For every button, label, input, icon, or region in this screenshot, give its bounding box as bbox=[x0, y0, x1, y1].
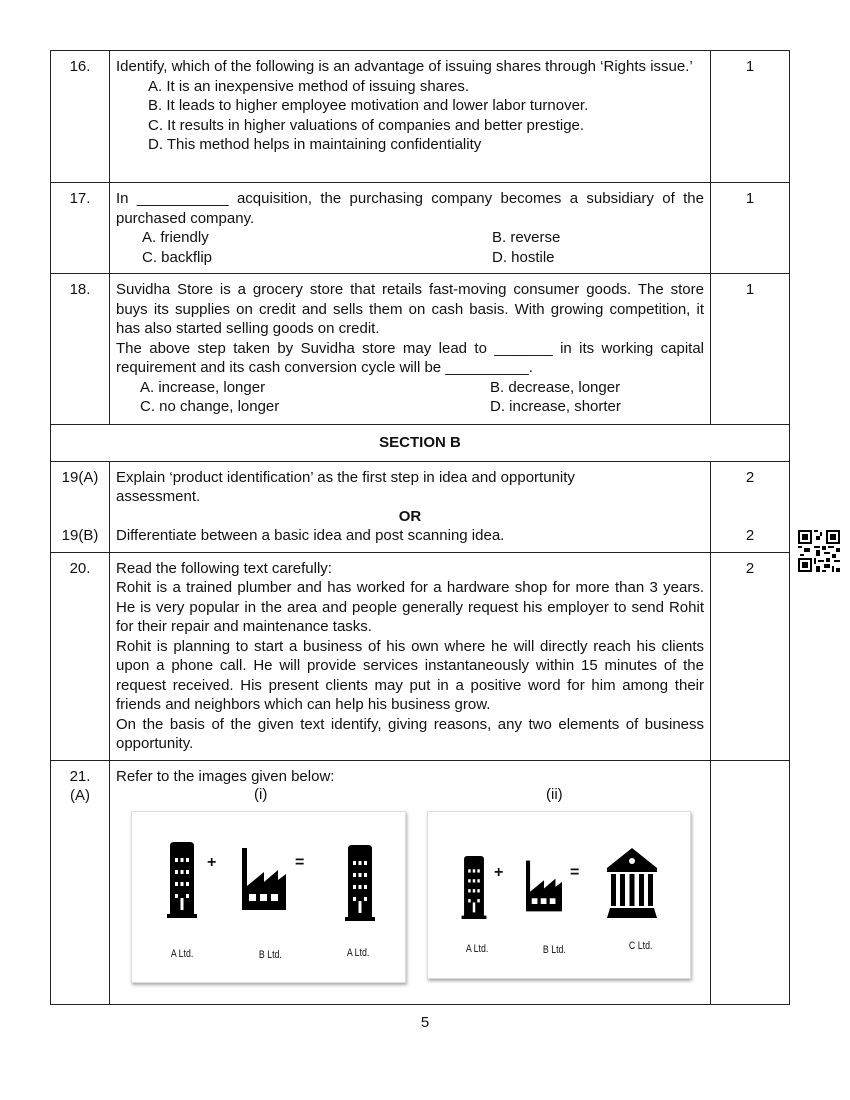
question-text: The above step taken by Suvidha store may lead to _______ in its working capital requirement and its cash conversion cycle will be __________. bbox=[116, 339, 704, 376]
option: B. reverse bbox=[492, 229, 561, 246]
passage-paragraph: Rohit is a trained plumber and has worked for a hardware shop for more than 3 years. He is very popular in the area and people generally request his employer to send Rohit for their repair and maintenance tasks. bbox=[116, 579, 704, 635]
question-text: On the basis of the given text identify, giving reasons, any two elements of business opportunity. bbox=[116, 715, 704, 752]
question-number: 19(B) bbox=[61, 527, 99, 544]
option: D. hostile bbox=[492, 248, 555, 266]
question-row-16 bbox=[51, 51, 790, 183]
qr-code bbox=[798, 530, 840, 572]
factory-icon bbox=[526, 860, 562, 912]
question-number: 19(A) bbox=[61, 468, 99, 486]
equals-sign: = bbox=[295, 854, 305, 871]
question-text: Refer to the images given below: bbox=[116, 767, 335, 785]
question-row-17 bbox=[51, 183, 790, 274]
factory-icon bbox=[242, 848, 286, 910]
marks: 2 bbox=[711, 552, 790, 760]
company-label: A Ltd. bbox=[346, 947, 370, 959]
option: B. It leads to higher employee motivation and lower labor turnover. bbox=[148, 97, 589, 114]
question-number: 20. bbox=[51, 552, 110, 760]
company-label: A Ltd. bbox=[170, 948, 194, 960]
option: D. This method helps in maintaining confidentiality bbox=[148, 136, 482, 153]
question-row-19 bbox=[51, 461, 790, 552]
bank-icon bbox=[606, 848, 658, 918]
option: B. decrease, longer bbox=[490, 378, 621, 396]
building-icon bbox=[167, 842, 197, 918]
question-number: 17. bbox=[51, 183, 110, 274]
option: A. increase, longer bbox=[140, 378, 266, 396]
question-number: 16. bbox=[51, 51, 110, 183]
passage-paragraph: Rohit is planning to start a business of his own where he will directly reach his clients upon a phone call. He will provide services instantaneously within 15 minutes of the request received. His present clients may put in a positive word for him among their friends and neighbors which can help his business grow. bbox=[116, 637, 704, 713]
page-number: 5 bbox=[420, 1014, 430, 1031]
marks: 2 bbox=[745, 468, 755, 486]
question-text: Suvidha Store is a grocery store that retails fast-moving consumer goods. The store buys its supplies on credit and sells them on cash basis. With growing competition, it has also started selling goods on credit. bbox=[116, 281, 704, 337]
question-row-20 bbox=[51, 552, 790, 760]
building-icon bbox=[461, 856, 487, 919]
section-title: SECTION B bbox=[51, 425, 790, 462]
marks: 1 bbox=[711, 274, 790, 425]
merger-image-i bbox=[131, 811, 406, 983]
plus-sign: + bbox=[207, 854, 217, 871]
image-caption-ii: (ii) bbox=[546, 786, 563, 803]
company-label: B Ltd. bbox=[258, 949, 282, 961]
option: D. increase, shorter bbox=[490, 398, 621, 415]
question-intro: Read the following text carefully: bbox=[116, 559, 332, 577]
marks: 1 bbox=[711, 51, 790, 183]
merger-image-ii bbox=[427, 811, 691, 979]
or-label: OR bbox=[398, 507, 422, 525]
option: A. friendly bbox=[142, 229, 209, 246]
question-row-18 bbox=[51, 274, 790, 425]
question-number: 18. bbox=[51, 274, 110, 425]
company-label: B Ltd. bbox=[542, 944, 566, 956]
equals-sign: = bbox=[570, 864, 580, 881]
image-caption-i: (i) bbox=[254, 786, 268, 803]
section-header-row bbox=[51, 425, 790, 462]
company-label: C Ltd. bbox=[628, 940, 653, 952]
question-text: In ___________ acquisition, the purchasing company becomes a subsidiary of the purchased company. bbox=[116, 190, 704, 227]
building-icon bbox=[345, 845, 375, 921]
option: A. It is an inexpensive method of issuing shares. bbox=[148, 77, 470, 95]
question-text: Identify, which of the following is an advantage of issuing shares through ‘Rights issue.’ bbox=[116, 58, 693, 75]
option: C. It results in higher valuations of companies and better prestige. bbox=[148, 116, 585, 134]
company-label: A Ltd. bbox=[465, 943, 489, 955]
question-text: Differentiate between a basic idea and post scanning idea. bbox=[116, 527, 505, 544]
plus-sign: + bbox=[494, 864, 504, 881]
question-subpart: (A) bbox=[70, 787, 90, 804]
marks: 1 bbox=[711, 183, 790, 274]
option: C. backflip bbox=[142, 248, 213, 266]
question-text: Explain ‘product identification’ as the first step in idea and opportunity assessment. bbox=[116, 468, 575, 505]
option: C. no change, longer bbox=[140, 398, 280, 415]
marks: 2 bbox=[745, 527, 755, 544]
question-number: 21. bbox=[69, 767, 91, 785]
